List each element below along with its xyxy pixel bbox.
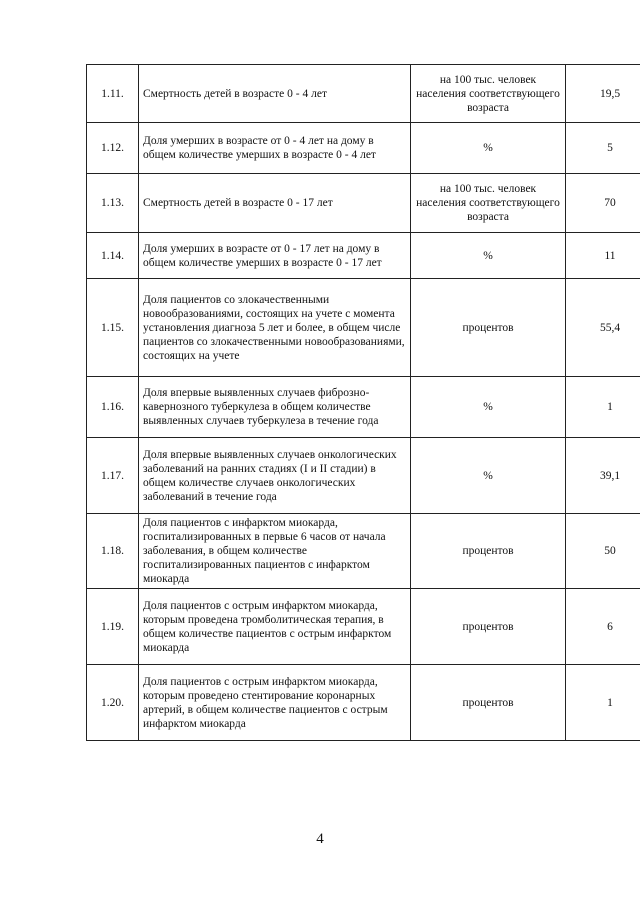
indicators-table <box>86 64 640 741</box>
unit-of-measure: процентов <box>411 514 566 589</box>
indicator-name: Доля пациентов с инфарктом миокарда, госпитализированных в первые 6 часов от начала заболевания, в общем количестве госпитализированных пациентов с инфарктом миокарда <box>139 514 411 589</box>
indicator-name: Доля пациентов с острым инфарктом миокарда, которым проведена тромболитическая терапия, в общем количестве пациентов с острым инфарктом миокарда <box>139 589 411 665</box>
row-number: 1.18. <box>87 514 139 589</box>
target-value: 11 <box>566 233 640 279</box>
unit-of-measure: % <box>411 377 566 438</box>
unit-of-measure: процентов <box>411 665 566 741</box>
table-row <box>87 514 640 589</box>
row-number: 1.19. <box>87 589 139 665</box>
row-number: 1.17. <box>87 438 139 514</box>
indicator-name: Доля умерших в возрасте от 0 - 17 лет на дому в общем количестве умерших в возрасте 0 - 17 лет <box>139 233 411 279</box>
indicator-name: Доля впервые выявленных случаев онкологических заболеваний на ранних стадиях (I и II стадии) в общем количестве случаев онкологических заболеваний в течение года <box>139 438 411 514</box>
table-row <box>87 279 640 377</box>
indicator-name: Смертность детей в возрасте 0 - 17 лет <box>139 174 411 233</box>
indicator-name: Смертность детей в возрасте 0 - 4 лет <box>139 65 411 123</box>
table-row <box>87 589 640 665</box>
row-number: 1.13. <box>87 174 139 233</box>
target-value: 6 <box>566 589 640 665</box>
indicator-name: Доля умерших в возрасте от 0 - 4 лет на дому в общем количестве умерших в возрасте 0 - 4 лет <box>139 123 411 174</box>
indicator-name: Доля пациентов с острым инфарктом миокарда, которым проведено стентирование коронарных артерий, в общем количестве пациентов с острым инфарктом миокарда <box>139 665 411 741</box>
unit-of-measure: на 100 тыс. человек населения соответствующего возраста <box>411 65 566 123</box>
target-value: 55,4 <box>566 279 640 377</box>
unit-of-measure: процентов <box>411 279 566 377</box>
target-value: 70 <box>566 174 640 233</box>
unit-of-measure: % <box>411 438 566 514</box>
row-number: 1.20. <box>87 665 139 741</box>
unit-of-measure: на 100 тыс. человек населения соответствующего возраста <box>411 174 566 233</box>
target-value: 39,1 <box>566 438 640 514</box>
target-value: 19,5 <box>566 65 640 123</box>
table-row <box>87 377 640 438</box>
page-number: 4 <box>316 831 324 847</box>
row-number: 1.16. <box>87 377 139 438</box>
table-row <box>87 233 640 279</box>
unit-of-measure: % <box>411 233 566 279</box>
row-number: 1.14. <box>87 233 139 279</box>
table-row <box>87 123 640 174</box>
row-number: 1.12. <box>87 123 139 174</box>
indicator-name: Доля впервые выявленных случаев фиброзно-кавернозного туберкулеза в общем количестве выявленных случаев туберкулеза в течение года <box>139 377 411 438</box>
target-value: 1 <box>566 377 640 438</box>
table-row <box>87 438 640 514</box>
row-number: 1.11. <box>87 65 139 123</box>
target-value: 5 <box>566 123 640 174</box>
table-row <box>87 174 640 233</box>
table-row <box>87 65 640 123</box>
target-value: 1 <box>566 665 640 741</box>
row-number: 1.15. <box>87 279 139 377</box>
unit-of-measure: % <box>411 123 566 174</box>
indicator-name: Доля пациентов со злокачественными новообразованиями, состоящих на учете с момента установления диагноза 5 лет и более, в общем числе пациентов со злокачественными новообразованиями, состоящих на учете <box>139 279 411 377</box>
table-row <box>87 665 640 741</box>
target-value: 50 <box>566 514 640 589</box>
unit-of-measure: процентов <box>411 589 566 665</box>
